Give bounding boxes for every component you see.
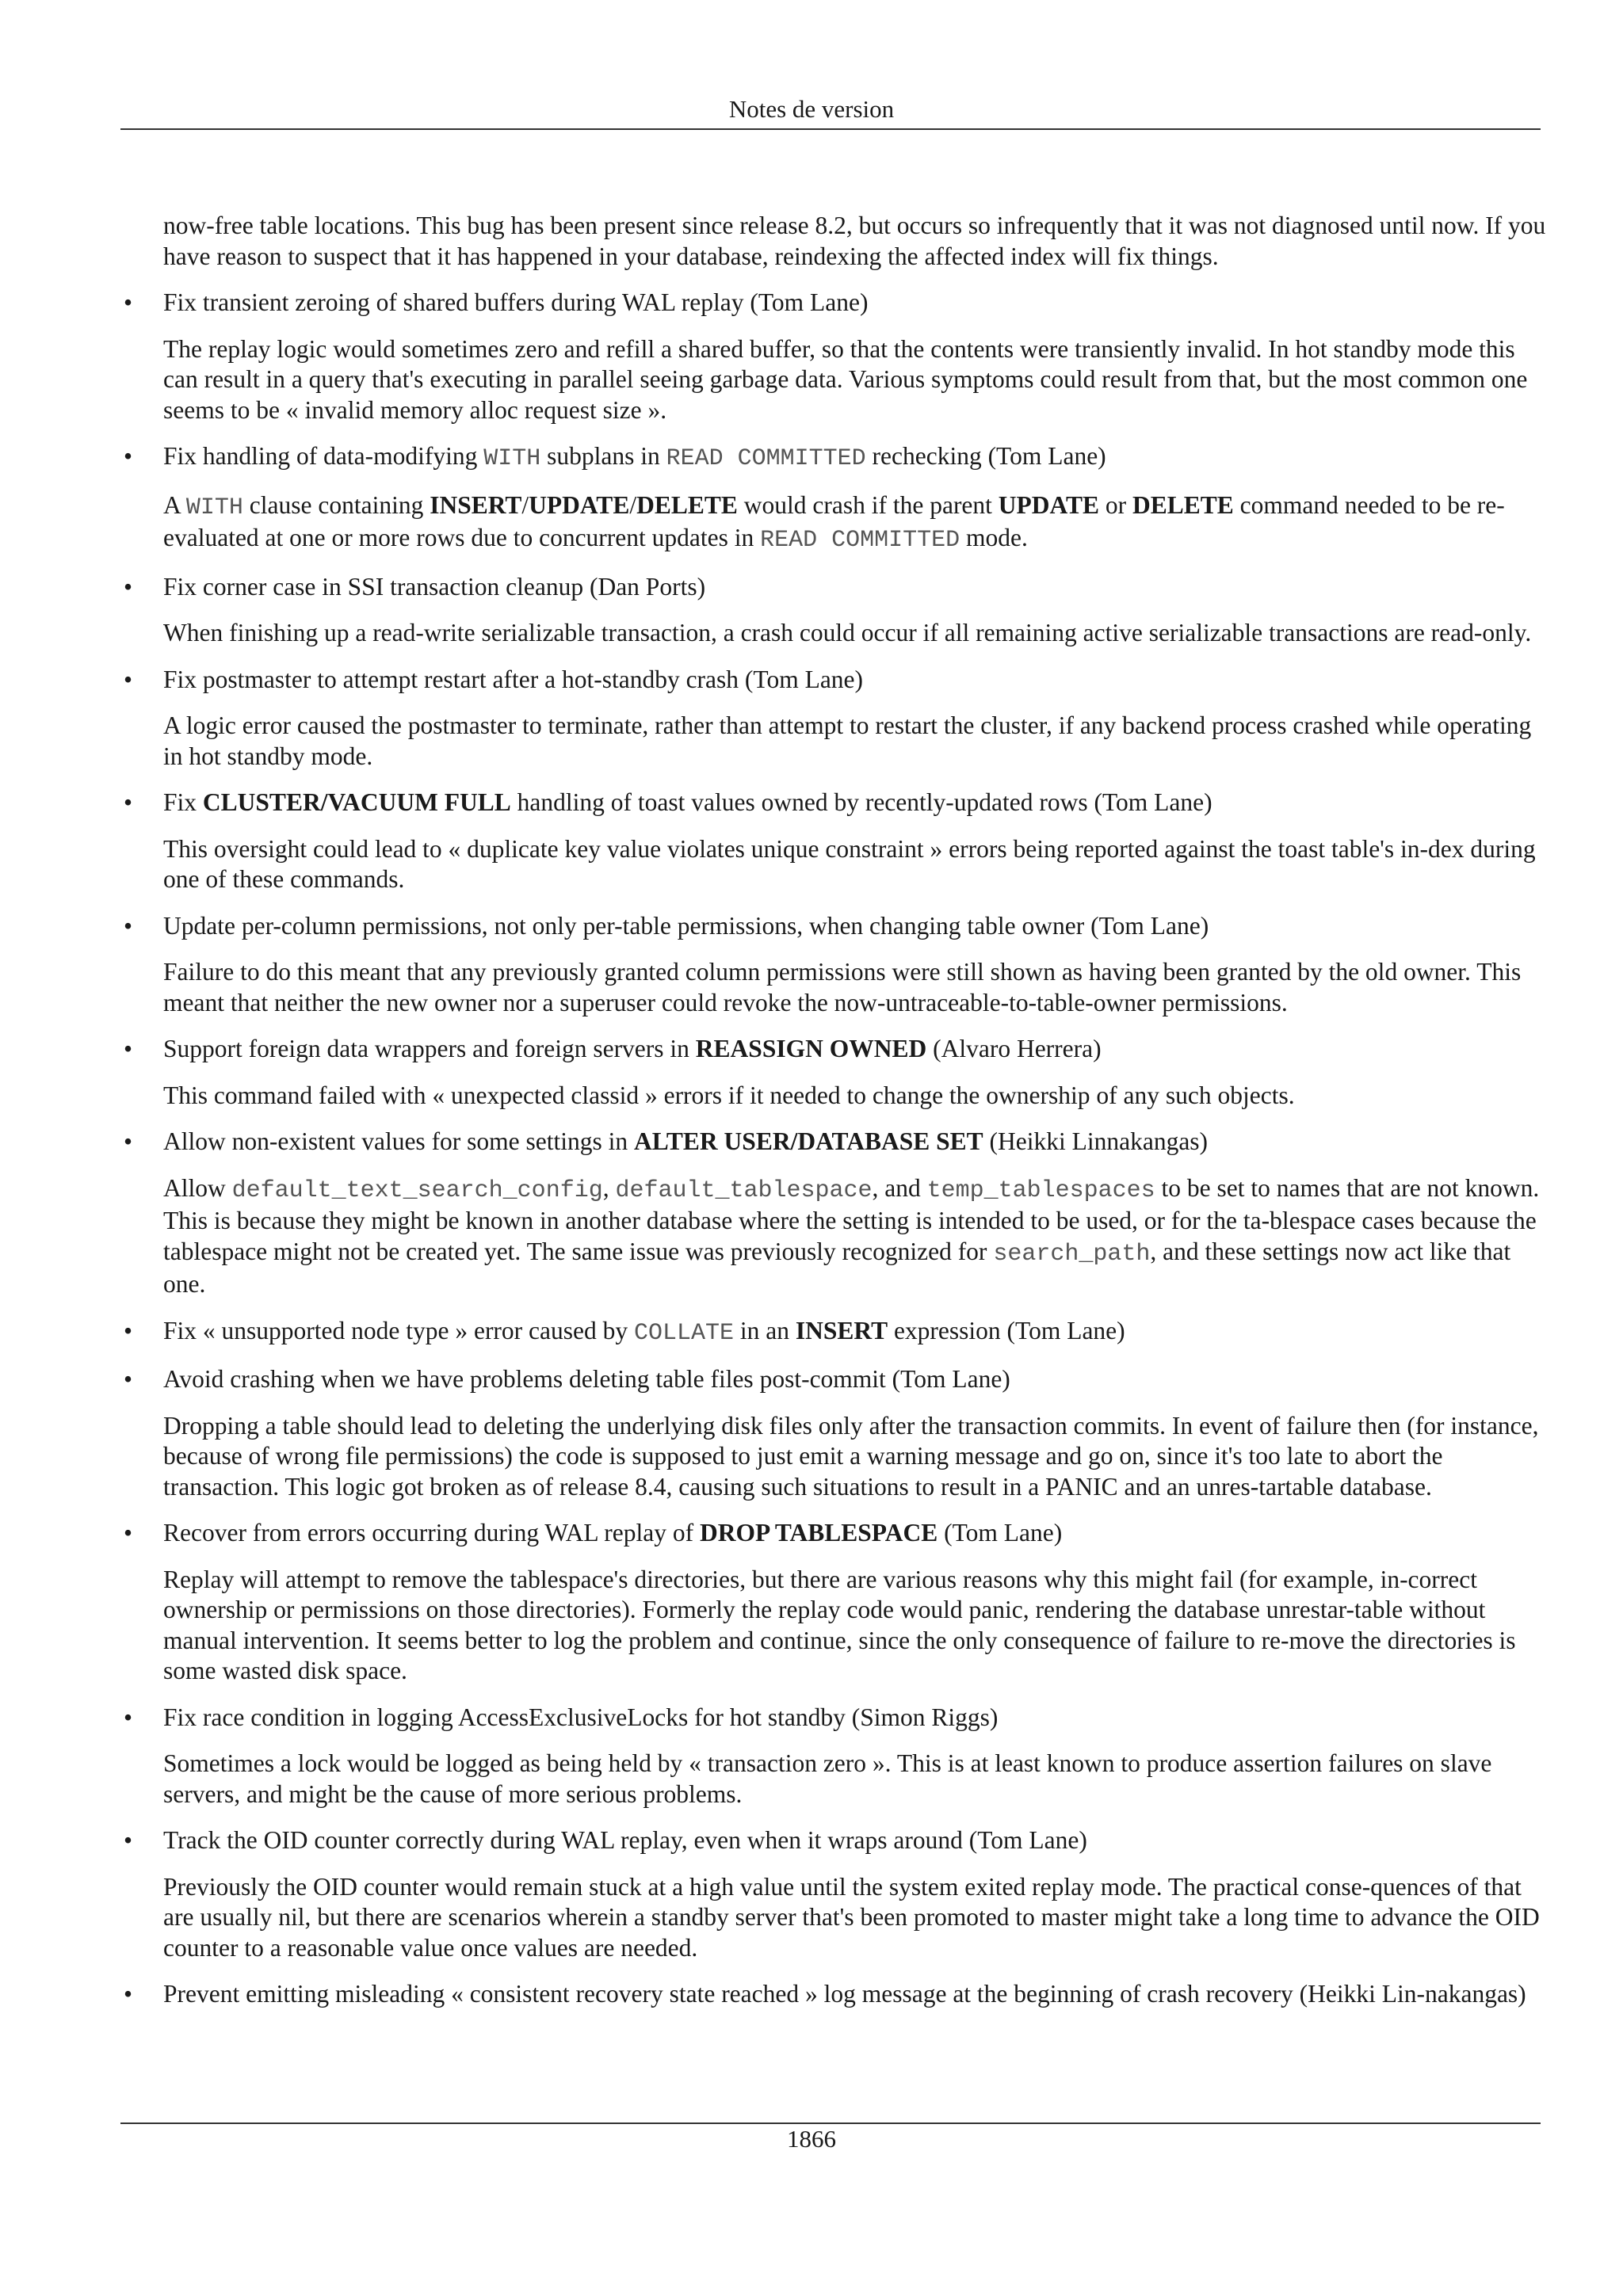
- item-body: Replay will attempt to remove the tablespace's directories, but there are various reasons why this might fail (for example, in-correct ownership or permissions on those directories). Formerly the replay code would panic, rendering the database unrestar-table without manual intervention. It seems better to log the problem and continue, since the only consequence of failure to re-move the directories is some wasted disk space.: [163, 1565, 1516, 1684]
- command-name: INSERT: [430, 490, 522, 519]
- bullet: •: [124, 1826, 133, 1854]
- list-item: [120, 572, 1551, 649]
- list-item: [120, 288, 1551, 425]
- bullet: •: [124, 665, 133, 693]
- list-item: [120, 1316, 1551, 1349]
- list-item: [120, 1703, 1551, 1810]
- text-span: (Heikki Linnakangas): [983, 1127, 1209, 1155]
- item-title: Track the OID counter correctly during WAL replay, even when it wraps around (Tom Lane): [163, 1826, 1087, 1854]
- text-span: mode.: [960, 524, 1028, 551]
- list-item: [120, 441, 1551, 556]
- code-literal: COLLATE: [634, 1319, 735, 1347]
- bullet: •: [124, 288, 133, 316]
- command-name: UPDATE: [529, 490, 630, 519]
- item-title: Fix postmaster to attempt restart after a hot-standby crash (Tom Lane): [163, 665, 864, 693]
- bullet: •: [124, 1980, 133, 2008]
- item-body: Dropping a table should lead to deleting the underlying disk files only after the transaction commits. In event of failure then (for instance, because of wrong file permissions) the code is supposed to just emit a warning message and go on, since it's too late to abort the transaction. This logic got broken as of release 8.4, causing such situations to result in a PANIC and an unres-tartable database.: [163, 1411, 1539, 1501]
- bullet: •: [124, 911, 133, 940]
- bullet: •: [124, 1127, 133, 1155]
- bullet: •: [124, 572, 133, 601]
- bullet: •: [124, 788, 133, 816]
- command-name: /: [320, 788, 328, 816]
- command-name: INSERT: [795, 1316, 888, 1344]
- text-span: /: [521, 490, 529, 519]
- text-span: Fix « unsupported node type » error caused by: [163, 1316, 634, 1344]
- item-body: [163, 490, 1551, 556]
- list-item: [120, 788, 1551, 895]
- item-title: Prevent emitting misleading « consistent recovery state reached » log message at the beginning of crash recovery (Heikki Lin-nakangas): [163, 1980, 1526, 2008]
- command-name: VACUUM FULL: [327, 788, 511, 816]
- text-span: Fix: [163, 788, 203, 816]
- item-title: Fix race condition in logging AccessExclusiveLocks for hot standby (Simon Riggs): [163, 1703, 999, 1731]
- command-name: DELETE: [1132, 490, 1234, 519]
- header-rule: [120, 128, 1541, 130]
- item-title: [163, 441, 1551, 475]
- command-name: DATABASE SET: [797, 1127, 983, 1155]
- code-literal: search_path: [993, 1240, 1151, 1268]
- text-span: handling of toast values owned by recently-updated rows (Tom Lane): [510, 788, 1212, 816]
- release-notes-content: [120, 211, 1551, 2026]
- item-body: Failure to do this meant that any previously granted column permissions were still shown as having been granted by the old owner. This meant that neither the new owner nor a superuser could revoke the now-untraceable-to-table-owner permissions.: [163, 958, 1522, 1016]
- list-item: [120, 1364, 1551, 1502]
- item-body: This command failed with « unexpected classid » errors if it needed to change the ownership of any such objects.: [163, 1081, 1295, 1109]
- text-span: /: [629, 490, 637, 519]
- text-span: Recover from errors occurring during WAL replay of: [163, 1519, 701, 1547]
- list-item: [120, 1127, 1551, 1300]
- command-name: /: [790, 1127, 798, 1155]
- command-name: UPDATE: [998, 490, 1099, 519]
- item-body: Sometimes a lock would be logged as being held by « transaction zero ». This is at least known to produce assertion failures on slave servers, and might be the cause of more serious problems.: [163, 1749, 1492, 1808]
- item-title: Fix corner case in SSI transaction cleanup (Dan Ports): [163, 572, 706, 601]
- page-header-title: Notes de version: [728, 95, 895, 123]
- code-literal: READ COMMITTED: [666, 445, 866, 472]
- item-title: Fix transient zeroing of shared buffers during WAL replay (Tom Lane): [163, 288, 869, 316]
- page-number: 1866: [787, 2125, 836, 2153]
- text-span: (Tom Lane): [938, 1519, 1063, 1547]
- code-literal: temp_tablespaces: [926, 1177, 1155, 1204]
- item-body: Previously the OID counter would remain stuck at a high value until the system exited replay mode. The practical conse-quences of that are usually nil, but there are scenarios wherein a standby server that's been promoted to master might take a long time to advance the OID counter to a reasonable value once values are needed.: [163, 1872, 1540, 1962]
- text-span: , and: [872, 1173, 927, 1202]
- code-literal: WITH: [483, 445, 541, 472]
- continued-paragraph: now-free table locations. This bug has been present since release 8.2, but occurs so infrequently that it was not diagnosed until now. If you have reason to suspect that it has happened in your database, reindexing the affected index will fix things.: [163, 212, 1546, 270]
- bullet: •: [124, 1703, 133, 1731]
- item-body: The replay logic would sometimes zero and refill a shared buffer, so that the contents were transiently invalid. In hot standby mode this can result in a query that's executing in parallel seeing garbage data. Various symptoms could result from that, but the most common one seems to be « invalid memory alloc request size ».: [163, 334, 1528, 424]
- bullet: •: [124, 1519, 133, 1547]
- item-title: [163, 1034, 1551, 1065]
- code-literal: WITH: [185, 494, 243, 521]
- bullet: •: [124, 442, 133, 470]
- text-span: in an: [734, 1316, 796, 1344]
- item-body: [163, 1173, 1551, 1300]
- text-span: Fix handling of data-modifying: [163, 442, 484, 470]
- text-span: rechecking (Tom Lane): [865, 442, 1106, 470]
- bullet: •: [124, 1035, 133, 1062]
- text-span: , and these settings now act like that one.: [163, 1237, 1511, 1298]
- text-span: command needed to be re-evaluated at one or more rows due to concurrent updates in: [163, 490, 1505, 551]
- text-span: expression (Tom Lane): [888, 1316, 1125, 1344]
- text-span: Allow non-existent values for some settings in: [163, 1127, 635, 1155]
- list-item: [120, 1825, 1551, 1963]
- command-name: DELETE: [636, 490, 738, 519]
- item-body: A logic error caused the postmaster to terminate, rather than attempt to restart the cluster, if any backend process crashed while operating in hot standby mode.: [163, 711, 1532, 770]
- bullet: •: [124, 1316, 133, 1344]
- item-title: [163, 788, 1551, 818]
- text-span: A: [163, 490, 186, 519]
- text-span: or: [1098, 490, 1132, 519]
- command-name: CLUSTER: [202, 788, 321, 816]
- text-span: would crash if the parent: [737, 490, 999, 519]
- item-title: [163, 1127, 1551, 1158]
- item-title: [163, 1518, 1551, 1549]
- text-span: ,: [602, 1173, 616, 1202]
- command-name: ALTER USER: [634, 1127, 791, 1155]
- text-span: (Alvaro Herrera): [926, 1035, 1102, 1062]
- item-title: Avoid crashing when we have problems deleting table files post-commit (Tom Lane): [163, 1365, 1010, 1393]
- list-item: [120, 911, 1551, 1019]
- item-title: [163, 1316, 1551, 1349]
- list-item: [120, 1034, 1551, 1111]
- item-body: When finishing up a read-write serializable transaction, a crash could occur if all remaining active serializable transactions are read-only.: [163, 619, 1532, 646]
- text-span: clause containing: [242, 490, 430, 519]
- bullet: •: [124, 1365, 133, 1393]
- list-item: [120, 1979, 1551, 2010]
- code-literal: default_tablespace: [615, 1177, 873, 1204]
- command-name: REASSIGN OWNED: [695, 1035, 927, 1062]
- item-body: This oversight could lead to « duplicate key value violates unique constraint » errors being reported against the toast table's in-dex during one of these commands.: [163, 834, 1536, 893]
- list-item: [120, 665, 1551, 772]
- code-literal: READ COMMITTED: [760, 527, 960, 554]
- code-literal: default_text_search_config: [231, 1177, 603, 1204]
- item-title: Update per-column permissions, not only per-table permissions, when changing table owner (Tom Lane): [163, 911, 1209, 940]
- command-name: DROP TABLESPACE: [700, 1519, 938, 1547]
- text-span: subplans in: [540, 442, 666, 470]
- text-span: to be set to names that are not known. This is because they might be known in another database where the setting is intended to be used, or for the ta-blespace cases because the tablespace might not be created yet. The same issue was previously recognized for: [163, 1173, 1540, 1265]
- text-span: Allow: [163, 1173, 232, 1202]
- list-item: [120, 1518, 1551, 1687]
- text-span: Support foreign data wrappers and foreign servers in: [163, 1035, 696, 1062]
